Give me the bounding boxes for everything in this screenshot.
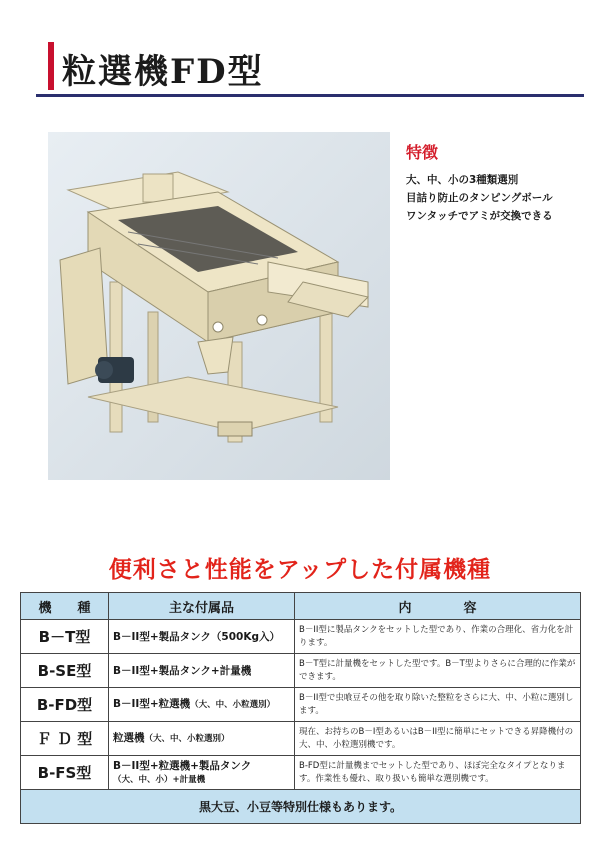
model-name: B-FS型	[21, 756, 109, 790]
section-headline: 便利さと性能をアップした付属機種	[108, 557, 492, 583]
parts-detail: （大、中、小）+計量機	[113, 774, 206, 785]
parts-detail: （大、中、小粒選別）	[190, 700, 276, 710]
header-content: 内 容	[295, 593, 581, 620]
grain-sorter-machine-illustration	[48, 132, 390, 480]
model-name: B-FD型	[21, 688, 109, 722]
table-footer-row	[21, 790, 581, 824]
model-content: B－II型に製品タンクをセットした型であり、作業の合理化、省力化を計ります。	[295, 620, 581, 654]
machine-photo	[48, 132, 390, 480]
parts-text: B－II型+粒選機	[113, 698, 191, 710]
model-parts	[109, 756, 295, 790]
model-name: B-SE型	[21, 654, 109, 688]
title-accent-bar	[48, 42, 54, 90]
header-model: 機 種	[21, 593, 109, 620]
model-parts	[109, 654, 295, 688]
parts-text: 粒選機	[113, 732, 145, 744]
model-parts	[109, 722, 295, 756]
model-content: B-FD型に計量機までセットした型であり、ほぼ完全なタイプとなります。作業性も優れ、取り扱いも簡単な選別機です。	[295, 756, 581, 790]
model-name: Ｆ Ｄ 型	[21, 722, 109, 756]
page-title: 粒選機FD型	[62, 52, 264, 92]
feature-item: 大、中、小の3種類選別	[406, 174, 519, 186]
header-parts: 主な付属品	[109, 593, 295, 620]
model-parts	[109, 688, 295, 722]
title-underline	[36, 94, 584, 97]
features-heading: 特徴	[406, 143, 439, 162]
table-row	[21, 654, 581, 688]
table-row	[21, 620, 581, 654]
parts-text: B－II型+製品タンク+計量機	[113, 664, 252, 677]
feature-item: ワンタッチでアミが交換できる	[406, 210, 553, 222]
model-name: B－T型	[21, 620, 109, 654]
model-content: B－II型で虫喰豆その他を取り除いた整粒をさらに大、中、小粒に選別します。	[295, 688, 581, 722]
parts-detail: （大、中、小粒選別）	[144, 734, 230, 744]
table-row	[21, 722, 581, 756]
table-row	[21, 756, 581, 790]
model-content: 現在、お持ちのB－I型あるいはB－II型に簡単にセットできる昇降機付の大、中、小粒選別機です。	[295, 722, 581, 756]
table-footer-note: 黒大豆、小豆等特別仕様もあります。	[21, 790, 581, 824]
table-header-row	[21, 593, 581, 620]
model-content: B－T型に計量機をセットした型です。B－T型よりさらに合理的に作業ができます。	[295, 654, 581, 688]
feature-item: 目詰り防止のタンピングボール	[406, 192, 553, 204]
parts-text: B－II型+粒選機+製品タンク	[113, 759, 252, 772]
table-row	[21, 688, 581, 722]
features-panel	[406, 140, 553, 225]
parts-text: B－II型+製品タンク（500Kg入）	[113, 630, 280, 643]
model-parts	[109, 620, 295, 654]
models-table	[20, 592, 581, 824]
